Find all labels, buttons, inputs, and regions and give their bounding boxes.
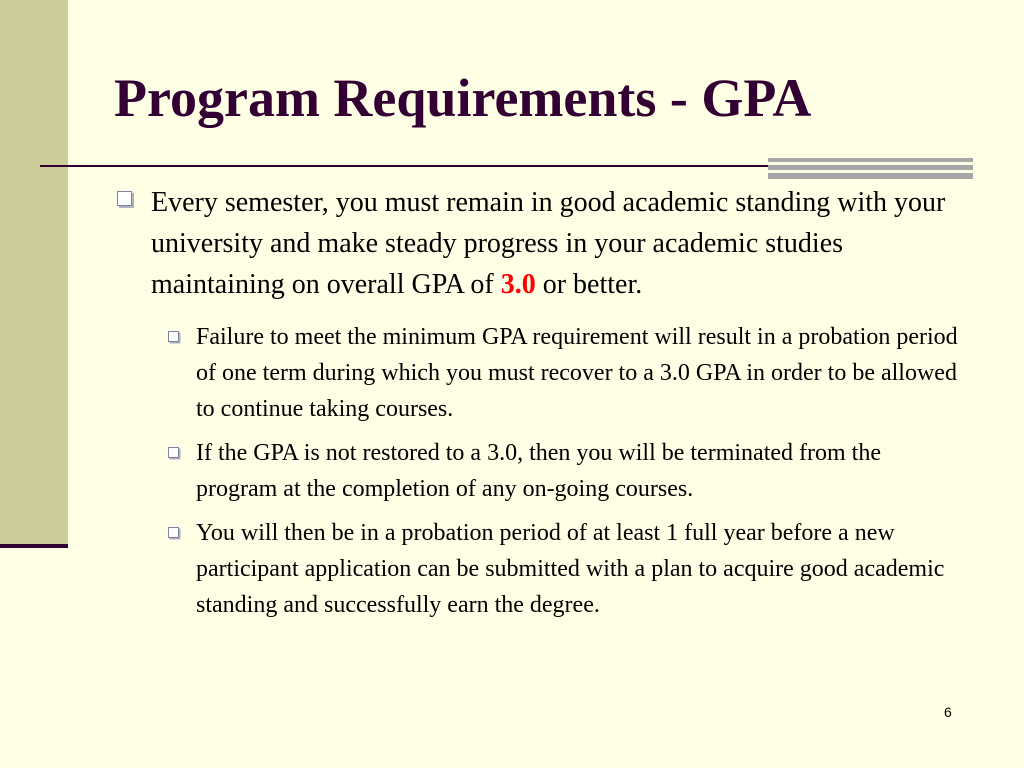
sub-bullet (114, 435, 964, 507)
side-band-underline (0, 544, 68, 548)
gpa-highlight: 3.0 (500, 269, 536, 300)
slide-title: Program Requirements - GPA (114, 68, 812, 128)
square-bullet-icon (117, 191, 132, 206)
square-bullet-icon (168, 527, 179, 538)
main-bullet-text: Every semester, you must remain in good academic standing with your university and make steady progress in your academic studies maintaining on overall GPA of (151, 187, 946, 300)
slide-body (114, 182, 964, 631)
main-bullet (114, 182, 964, 305)
title-accent-bar (768, 158, 973, 179)
sub-bullet (114, 515, 964, 623)
sub-bullet-list (114, 319, 964, 623)
sub-bullet-text: You will then be in a probation period of at least 1 full year before a new participant application can be submitted with a plan to acquire good academic standing and successfully earn the degree. (196, 520, 945, 618)
main-bullet-text-end: or better. (535, 269, 643, 300)
title-underline (40, 165, 820, 167)
page-number: 6 (944, 704, 952, 720)
sub-bullet-text: Failure to meet the minimum GPA requirement will result in a probation period of one term during which you must recover to a 3.0 GPA in order to be allowed to continue taking courses. (196, 324, 958, 422)
side-band (0, 0, 68, 545)
square-bullet-icon (168, 447, 179, 458)
sub-bullet (114, 319, 964, 427)
sub-bullet-text: If the GPA is not restored to a 3.0, then you will be terminated from the program at the completion of any on-going courses. (196, 440, 881, 502)
square-bullet-icon (168, 331, 179, 342)
